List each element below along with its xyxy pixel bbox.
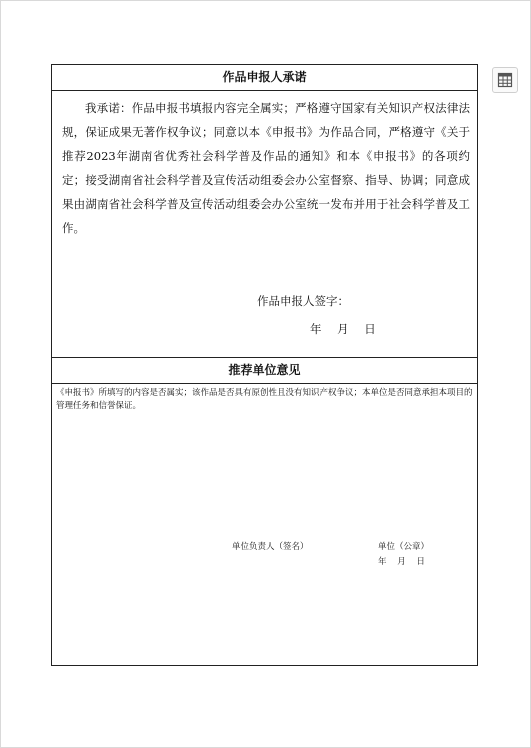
declaration-form-table — [51, 64, 478, 666]
unit-leader-signature-label: 单位负责人（签名） — [232, 542, 309, 552]
unit-seal-label: 单位（公章） — [378, 542, 430, 552]
unit-date-label: 年 月 日 — [378, 557, 425, 567]
applicant-date-label: 年 月 日 — [310, 322, 377, 336]
table-icon[interactable] — [492, 67, 518, 93]
pledge-text: 我承诺：作品申报书填报内容完全属实；严格遵守国家有关知识产权法律法规，保证成果无著作权争议；同意以本《申报书》为作品合同，严格遵守《关于推荐2023年湖南省优秀社会科学普及作品的通知》和本《申报书》的各项约定；接受湖南省社会科学普及宣传活动组委会办公室督察、指导、协调；同意成果由湖南省社会科学普及宣传活动组委会办公室统一发布并用于社会科学普及工作。 — [62, 101, 470, 235]
pledge-section-title: 作品申报人承诺 — [52, 65, 477, 91]
recommend-instructions: 《申报书》所填写的内容是否属实；该作品是否具有原创性且没有知识产权争议；本单位是否同意承担本项目的管理任务和信誉保证。 — [56, 388, 473, 411]
table-icon-graphic — [497, 72, 513, 88]
applicant-signature-label: 作品申报人签字： — [257, 294, 349, 308]
recommend-section-title: 推荐单位意见 — [52, 357, 477, 384]
